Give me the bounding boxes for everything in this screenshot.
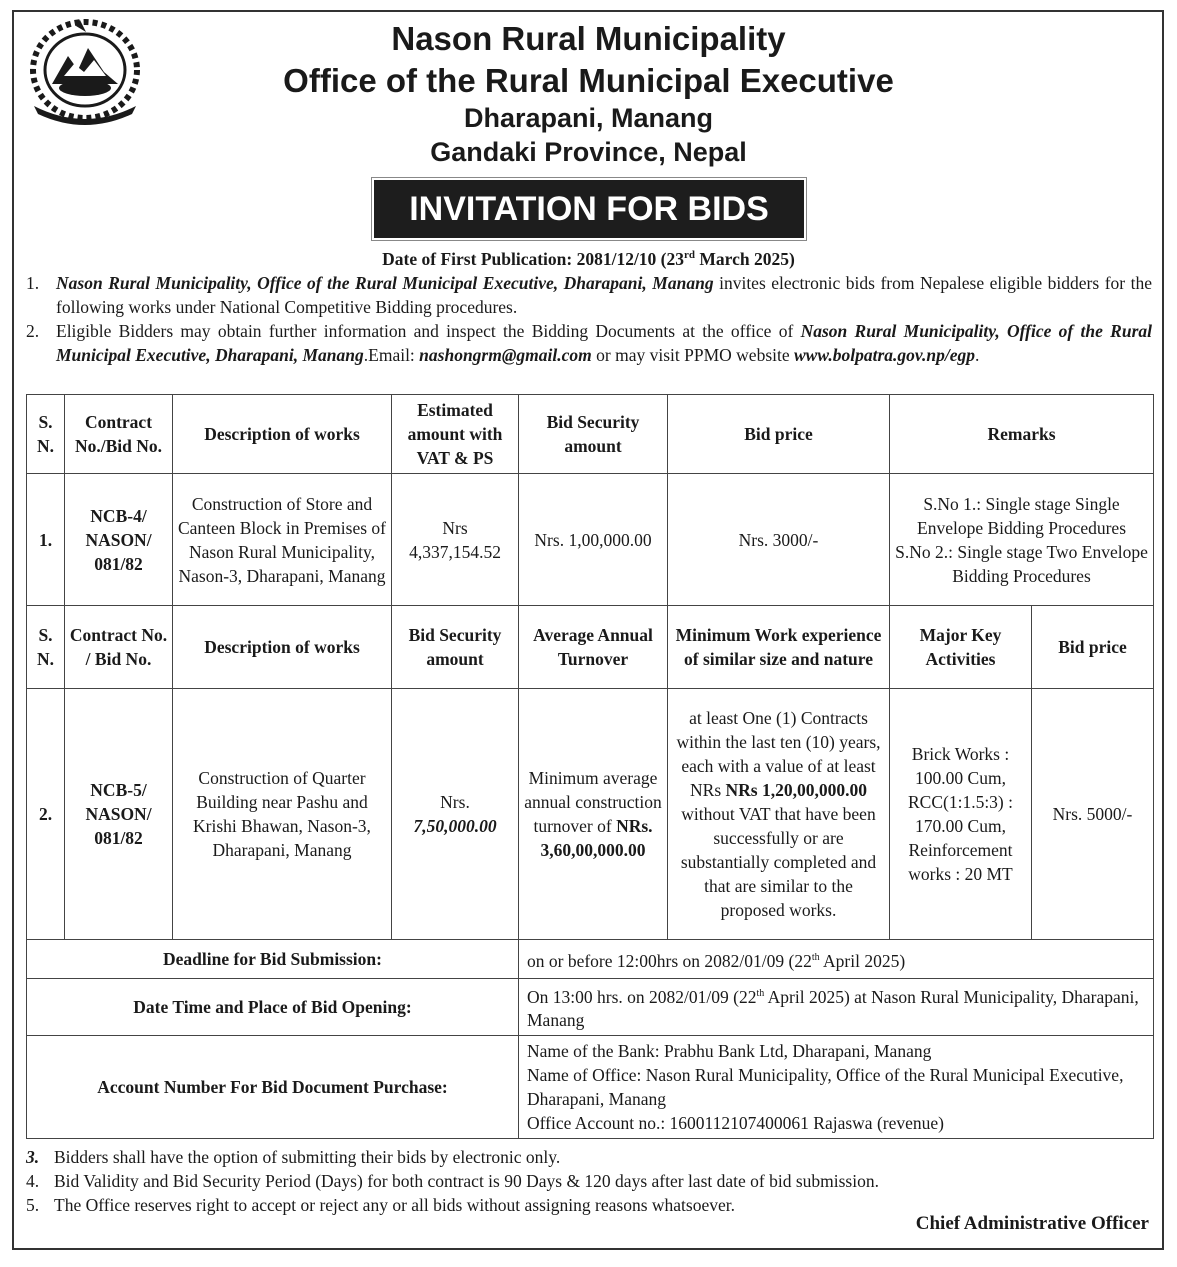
security-prefix: Nrs. — [440, 792, 470, 812]
deadline-label: Deadline for Bid Submission: — [27, 940, 519, 979]
remarks-line: S.No 1.: Single stage Single Envelope Bidding Procedures — [917, 493, 1126, 538]
header-security: Bid Security amount — [392, 606, 519, 689]
paragraph-text: or may visit PPMO website — [591, 344, 794, 365]
security-value: 7,50,000.00 — [413, 816, 497, 836]
bank-name: Name of the Bank: Prabhu Bank Ltd, Dharapani, Manang — [527, 1041, 932, 1061]
row-price: Nrs. 5000/- — [1032, 689, 1154, 940]
note-3 — [26, 1145, 560, 1169]
header-remarks: Remarks — [890, 395, 1154, 474]
account-number: Office Account no.: 1600112107400061 Rajaswa (revenue) — [527, 1113, 944, 1133]
header-contract: Contract No./Bid No. — [65, 395, 173, 474]
paragraph-italic: Nason Rural Municipality, Office of the Rural Municipal Executive, Dharapani, Manang — [56, 321, 1152, 365]
header-price: Bid price — [668, 395, 890, 474]
experience-text: without VAT that have been successfully or are substantially completed and that are similar to the proposed works. — [680, 804, 877, 920]
deadline-row — [27, 940, 1154, 979]
province-title: Gandaki Province, Nepal — [430, 137, 747, 167]
header-security: Bid Security amount — [519, 395, 668, 474]
note-number: 4. — [26, 1171, 40, 1191]
paragraph-text: Eligible Bidders may obtain further information and inspect the Bidding Documents at the office of — [56, 321, 801, 341]
header-sn: S. N. — [27, 395, 65, 474]
table-row — [27, 689, 1154, 940]
paragraph-text: .Email: — [363, 344, 420, 365]
publication-date: Date of First Publication: 2081/12/10 (23rd March 2025) — [382, 249, 795, 269]
header-experience: Minimum Work experience of similar size and nature — [668, 606, 890, 689]
row-contract: NCB-4/ NASON/ 081/82 — [65, 474, 173, 606]
table2-header-row — [27, 606, 1154, 689]
email-link[interactable]: nashongrm@gmail.com — [419, 344, 592, 365]
opening-row — [27, 979, 1154, 1036]
office-title: Office of the Rural Municipal Executive — [283, 62, 894, 99]
paragraph-2 — [26, 320, 1152, 367]
row-description: Construction of Quarter Building near Pashu and Krishi Bhawan, Nason-3, Dharapani, Manang — [173, 689, 392, 940]
row-experience — [668, 689, 890, 940]
note-text: The Office reserves right to accept or reject any or all bids without assigning reasons whatsoever. — [54, 1195, 735, 1215]
account-row — [27, 1036, 1154, 1139]
row-contract: NCB-5/ NASON/ 081/82 — [65, 689, 173, 940]
note-number: 5. — [26, 1195, 40, 1215]
header-description: Description of works — [173, 606, 392, 689]
header-contract: Contract No. / Bid No. — [65, 606, 173, 689]
header-price: Bid price — [1032, 606, 1154, 689]
signature: Chief Administrative Officer — [915, 1213, 1149, 1234]
account-label: Account Number For Bid Document Purchase: — [27, 1036, 519, 1139]
website-link[interactable]: www.bolpatra.gov.np/egp — [794, 344, 976, 365]
experience-amount: NRs 1,20,00,000.00 — [725, 780, 867, 800]
table1-header-row — [27, 395, 1154, 474]
row-security: Nrs. 1,00,000.00 — [519, 474, 668, 606]
paragraph-text: . — [975, 344, 980, 365]
row-price: Nrs. 3000/- — [668, 474, 890, 606]
header-turnover: Average Annual Turnover — [519, 606, 668, 689]
paragraph-italic: Nason Rural Municipality, Office of the Rural Municipal Executive, Dharapani, Manang — [56, 273, 714, 293]
opening-value: On 13:00 hrs. on 2082/01/09 (22th April 2025) at Nason Rural Municipality, Dharapani, Manang — [519, 979, 1154, 1036]
note-5 — [26, 1193, 735, 1217]
location-title: Dharapani, Manang — [463, 103, 714, 133]
paragraph-number: 2. — [26, 321, 40, 341]
bids-table — [26, 394, 1154, 1139]
municipality-title: Nason Rural Municipality — [391, 20, 786, 57]
header-description: Description of works — [173, 395, 392, 474]
paragraph-1 — [26, 272, 1152, 319]
experience-text: at least One (1) Contracts within the last ten (10) years, each with a value of at least NRs — [676, 708, 881, 800]
office-name: Name of Office: Nason Rural Municipality, Office of the Rural Municipal Executive, Dharapani, Manang — [527, 1065, 1124, 1109]
header-sn: S. N. — [27, 606, 65, 689]
turnover-text: Minimum average annual construction turnover of — [524, 768, 662, 836]
paragraph-text: invites electronic bids from Nepalese eligible bidders for the following works under National Competitive Bidding procedures. — [56, 273, 1152, 317]
paragraph-number: 1. — [26, 273, 40, 293]
row-sn: 1. — [27, 474, 65, 606]
row-activities: Brick Works : 100.00 Cum, RCC(1:1.5:3) : 170.00 Cum, Reinforcement works : 20 MT — [890, 689, 1032, 940]
turnover-amount: NRs. 3,60,00,000.00 — [540, 816, 653, 860]
table-row — [27, 474, 1154, 606]
note-text: Bidders shall have the option of submitting their bids by electronic only. — [54, 1147, 561, 1167]
row-description: Construction of Store and Canteen Block in Premises of Nason Rural Municipality, Nason-3, Dharapani, Manang — [173, 474, 392, 606]
row-remarks — [890, 474, 1154, 606]
account-value — [519, 1036, 1154, 1139]
invitation-banner: INVITATION FOR BIDS — [374, 180, 804, 238]
row-estimate: Nrs 4,337,154.52 — [392, 474, 519, 606]
note-4 — [26, 1169, 879, 1193]
deadline-value: on or before 12:00hrs on 2082/01/09 (22th April 2025) — [519, 940, 1154, 979]
row-sn: 2. — [27, 689, 65, 940]
header-activities: Major Key Activities — [890, 606, 1032, 689]
note-text: Bid Validity and Bid Security Period (Days) for both contract is 90 Days & 120 days after last date of bid submission. — [54, 1171, 879, 1191]
note-number: 3. — [26, 1147, 40, 1167]
header-estimate: Estimated amount with VAT & PS — [392, 395, 519, 474]
row-security — [392, 689, 519, 940]
remarks-line: S.No 2.: Single stage Two Envelope Bidding Procedures — [895, 541, 1148, 586]
row-turnover — [519, 689, 668, 940]
opening-label: Date Time and Place of Bid Opening: — [27, 979, 519, 1036]
